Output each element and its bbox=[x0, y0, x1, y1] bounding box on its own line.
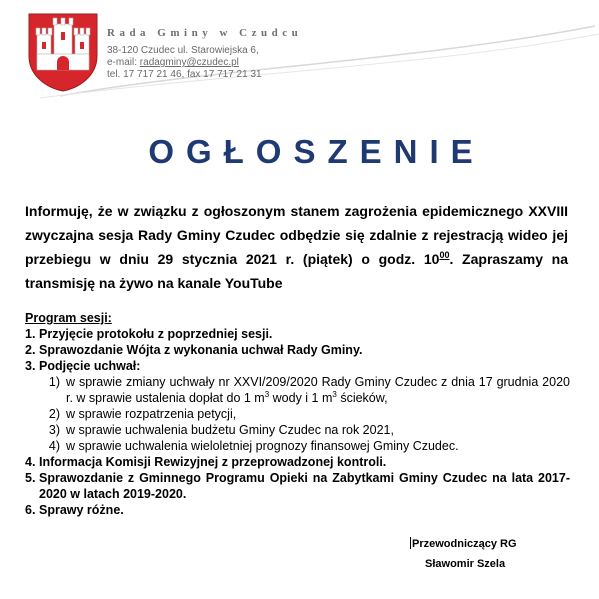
program-item-number: 4. bbox=[25, 455, 36, 469]
program-item-text: Informacja Komisji Rewizyjnej z przeprowadzonej kontroli. bbox=[39, 455, 387, 469]
text-cursor bbox=[410, 537, 411, 549]
subitem-number: 2) bbox=[48, 407, 60, 421]
subitem-number: 1) bbox=[48, 375, 60, 389]
program-subitem bbox=[25, 438, 570, 454]
subitem-number: 4) bbox=[48, 439, 60, 453]
announcement-text-main: Informuję, że w związku z ogłoszonym stanem zagrożenia epidemicznego XXVIII zwyczajna sesja Rady Gminy Czudec odbędzie się zdalnie z rejestracją wideo jej przebiegu w dniu 29 stycznia 2021 r. (piątek) o godz. 10 bbox=[25, 203, 568, 267]
program-item bbox=[25, 342, 570, 358]
program-item-number: 3. bbox=[25, 359, 36, 373]
org-email-line bbox=[107, 57, 239, 68]
org-name: Rada Gminy w Czudcu bbox=[107, 27, 303, 39]
subitem-number: 3) bbox=[48, 423, 60, 437]
program-item bbox=[25, 470, 570, 502]
signature-name: Sławomir Szela bbox=[425, 558, 506, 570]
program-subitem bbox=[25, 406, 570, 422]
announcement-time-minutes: 00 bbox=[439, 250, 450, 260]
org-phone: tel. 17 717 21 46, fax 17 717 21 31 bbox=[107, 69, 262, 80]
subitem-text: w sprawie rozpatrzenia petycji, bbox=[66, 407, 237, 421]
program-item bbox=[25, 502, 570, 518]
announcement-text-end: . Zapraszamy na transmisję na żywo na kanale YouTube bbox=[25, 251, 569, 291]
program-item-text: Podjęcie uchwał: bbox=[39, 359, 141, 373]
program-heading: Program sesji: bbox=[25, 311, 112, 325]
subitem-text: w sprawie uchwalenia budżetu Gminy Czudec na rok 2021, bbox=[66, 423, 394, 437]
signature-role: Przewodniczący RG bbox=[412, 538, 517, 550]
program-item-text: Sprawozdanie z Gminnego Programu Opieki na Zabytkami Gminy Czudec na lata 2017-2020 w latach 2019-2020. bbox=[39, 471, 570, 501]
org-email-link[interactable]: radagminy@czudec.pl bbox=[139, 57, 239, 68]
program-item-text: Sprawy różne. bbox=[39, 503, 124, 517]
program-subitem bbox=[25, 374, 570, 406]
org-address: 38-120 Czudec ul. Starowiejska 6, bbox=[107, 45, 259, 56]
program-item-text: Sprawozdanie Wójta z wykonania uchwał Rady Gminy. bbox=[39, 343, 363, 357]
coat-of-arms-icon bbox=[27, 12, 99, 92]
session-program bbox=[25, 310, 570, 518]
program-item-number: 2. bbox=[25, 343, 36, 357]
program-item-text: Przyjęcie protokołu z poprzedniej sesji. bbox=[39, 327, 273, 341]
page-title: OGŁOSZENIE bbox=[148, 133, 485, 170]
subitem-text: w sprawie zmiany uchwały nr XXVI/209/2020 Rady Gminy Czudec z dnia 17 grudnia 2020 r. w sprawie ustalenia dopłat do 1 $m^3$ wody i 1 $m^3$ ścieków, bbox=[66, 375, 570, 405]
program-item bbox=[25, 358, 570, 374]
subitem-text: w sprawie uchwalenia wieloletniej prognozy finansowej Gminy Czudec. bbox=[66, 439, 459, 453]
announcement-text bbox=[25, 199, 568, 295]
org-email-label: e-mail: bbox=[107, 57, 140, 68]
program-item bbox=[25, 326, 570, 342]
letterhead bbox=[0, 0, 599, 100]
program-item-number: 1. bbox=[25, 327, 36, 341]
program-item-number: 5. bbox=[25, 471, 36, 485]
program-item-number: 6. bbox=[25, 503, 36, 517]
program-item bbox=[25, 454, 570, 470]
program-subitem bbox=[25, 422, 570, 438]
